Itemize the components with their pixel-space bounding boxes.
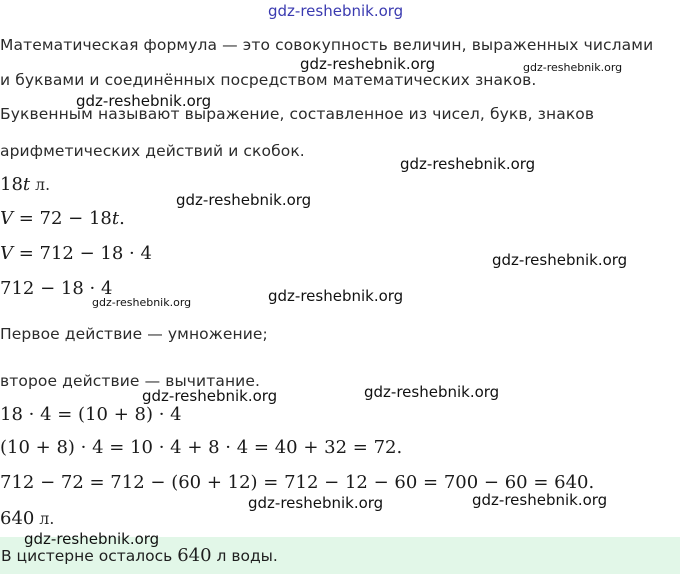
step-second: второе действие — вычитание.: [0, 372, 261, 390]
watermark: gdz-reshebnik.org: [523, 61, 623, 74]
watermark: gdz-reshebnik.org: [92, 296, 192, 309]
calc-line-1: 18 · 4 = (10 + 8) · 4: [0, 404, 182, 425]
calc-line-3: 712 − 72 = 712 − (60 + 12) = 712 − 12 − 60 = 700 − 60 = 640.: [0, 472, 595, 493]
formula-definition-line-1: Математическая формула — это совокупность величин, выраженных числами: [0, 36, 654, 54]
calc-line-2: (10 + 8) · 4 = 10 · 4 + 8 · 4 = 40 + 32 = 72.: [0, 437, 403, 458]
math-line-3: V = 712 − 18 · 4: [0, 243, 152, 264]
watermark: gdz-reshebnik.org: [248, 494, 384, 512]
watermark-top: gdz-reshebnik.org: [268, 2, 404, 20]
step-first: Первое действие — умножение;: [0, 325, 268, 343]
calc-line-4: 640 л.: [0, 508, 55, 529]
watermark: gdz-reshebnik.org: [400, 155, 536, 173]
watermark: gdz-reshebnik.org: [472, 491, 608, 509]
watermark: gdz-reshebnik.org: [176, 191, 312, 209]
answer-text: В цистерне осталось 640 л воды.: [1, 545, 278, 566]
watermark: gdz-reshebnik.org: [492, 251, 628, 269]
watermark: gdz-reshebnik.org: [364, 383, 500, 401]
watermark: gdz-reshebnik.org: [142, 387, 278, 405]
watermark: gdz-reshebnik.org: [76, 92, 212, 110]
literal-definition-line-2: арифметических действий и скобок.: [0, 142, 305, 160]
watermark: gdz-reshebnik.org: [24, 530, 160, 548]
math-line-2: V = 72 − 18t.: [0, 208, 125, 229]
watermark: gdz-reshebnik.org: [268, 287, 404, 305]
math-line-1: 18t л.: [0, 174, 51, 195]
formula-definition-line-2: и буквами и соединённых посредством математических знаков.: [0, 71, 537, 89]
math-line-4: 712 − 18 · 4: [0, 278, 113, 299]
watermark: gdz-reshebnik.org: [300, 55, 436, 73]
literal-definition-line-1: Буквенным называют выражение, составленное из чисел, букв, знаков: [0, 105, 595, 123]
